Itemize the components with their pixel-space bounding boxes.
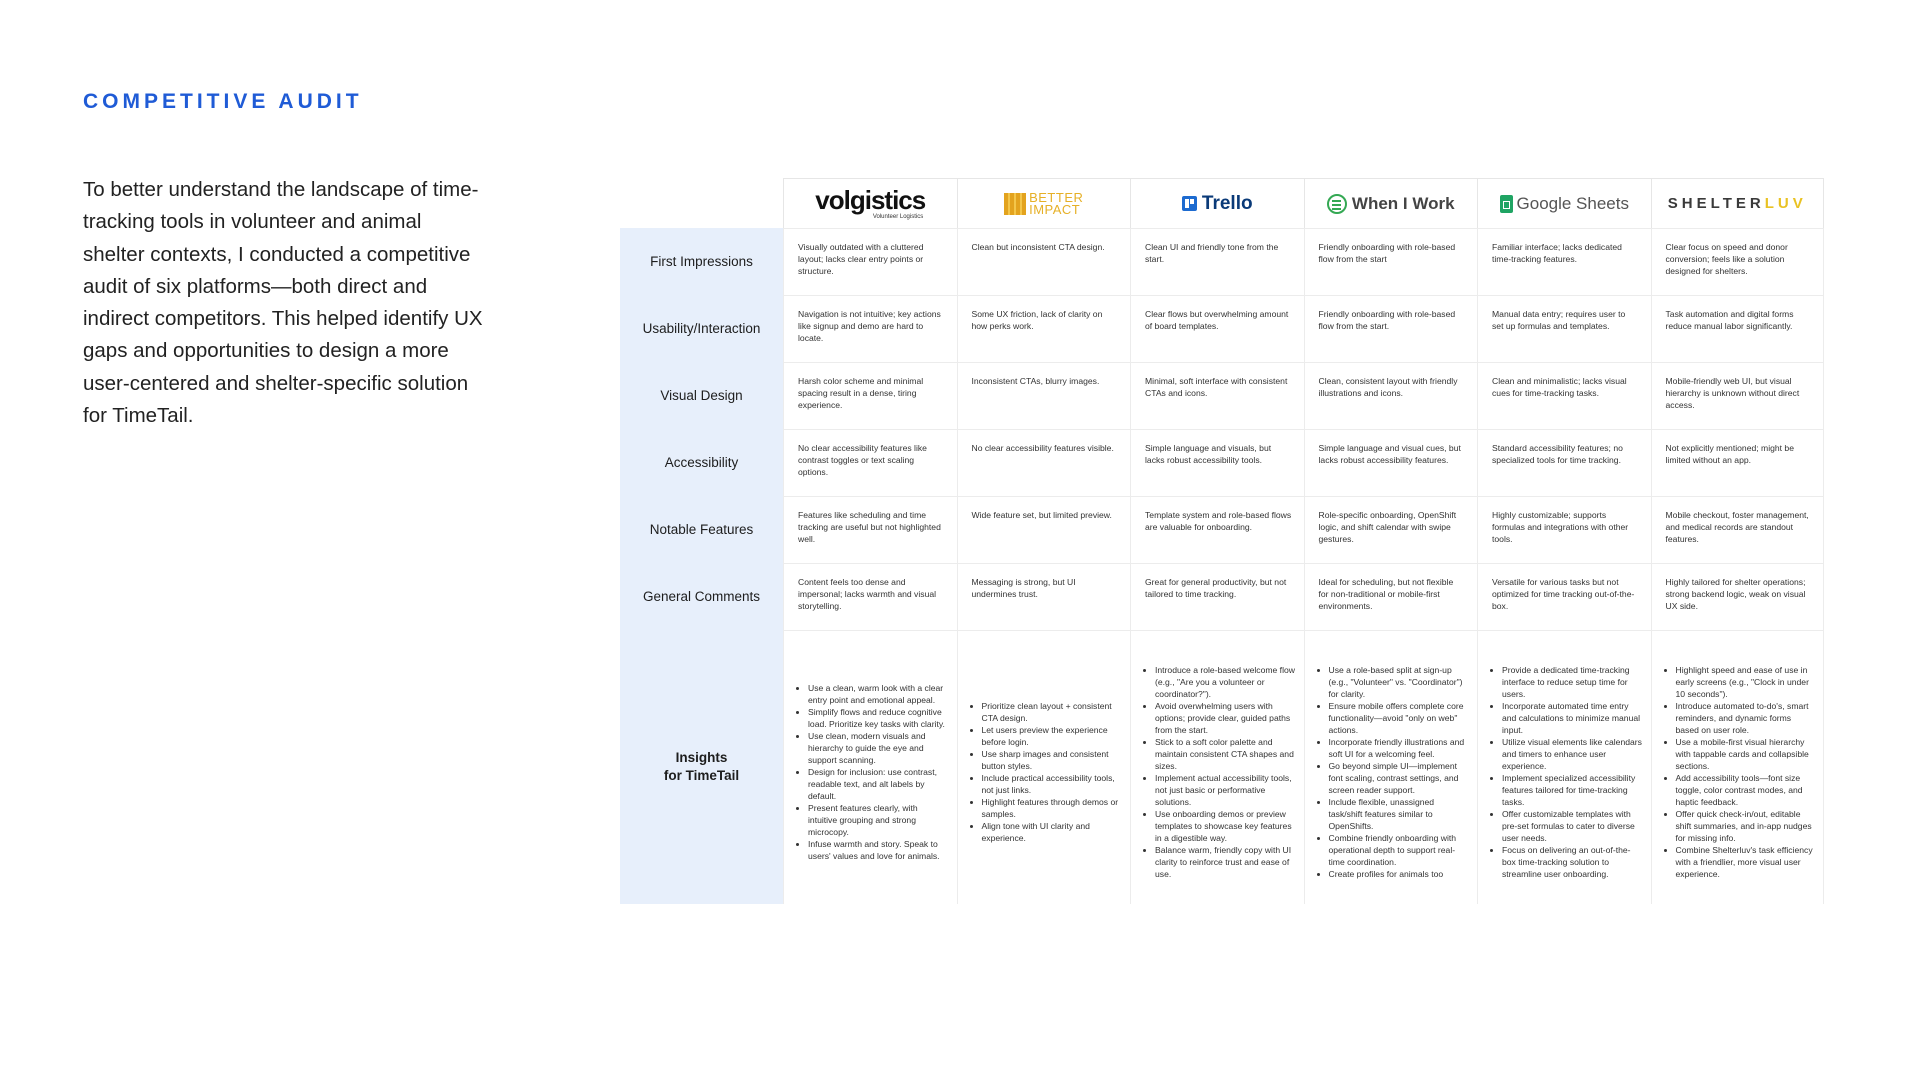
row-label-accessibility: Accessibility (664, 455, 739, 470)
insight-item: • Simplify flows and reduce cognitive load. Prioritize key tasks with clarity. (808, 706, 949, 730)
better-impact-mark-icon (1004, 193, 1026, 215)
insight-item: • Stick to a soft color palette and maintain consistent CTA shapes and sizes. (1155, 736, 1296, 772)
insight-item: • Prioritize clean layout + consistent CTA design. (982, 700, 1123, 724)
insight-item: • Add accessibility tools—font size toggle, color contrast modes, and haptic feedback. (1676, 772, 1816, 808)
insight-item: • Avoid overwhelming users with options; provide clear, guided paths from the start. (1155, 700, 1296, 736)
google-sheets-icon (1500, 195, 1513, 213)
audit-cell: Simple language and visuals, but lacks robust accessibility tools. (1130, 429, 1304, 496)
trello-wordmark: Trello (1201, 192, 1253, 214)
insight-cell (1304, 630, 1478, 904)
insight-item: • Highlight features through demos or samples. (982, 796, 1123, 820)
insight-item: • Incorporate friendly illustrations and soft UI for a welcoming feel. (1329, 736, 1470, 760)
audit-cell: Content feels too dense and impersonal; lacks warmth and visual storytelling. (783, 563, 957, 630)
audit-cell: No clear accessibility features visible. (957, 429, 1131, 496)
google-sheets-wordmark: Google Sheets (1516, 193, 1629, 213)
audit-cell: Highly customizable; supports formulas and integrations with other tools. (1477, 496, 1651, 563)
audit-cell: Harsh color scheme and minimal spacing result in a dense, tiring experience. (783, 362, 957, 429)
volgistics-logo (815, 187, 925, 220)
insight-item: • Align tone with UI clarity and experience. (982, 820, 1123, 844)
insight-item: • Use a role-based split at sign-up (e.g., "Volunteer" vs. "Coordinator") for clarity. (1329, 664, 1470, 700)
insight-item: • Use onboarding demos or preview templates to showcase key features in a digestible way. (1155, 808, 1296, 844)
audit-cell: Friendly onboarding with role-based flow from the start (1304, 228, 1478, 295)
insight-cell (783, 630, 957, 904)
intro-paragraph: To better understand the landscape of time-tracking tools in volunteer and animal shelter contexts, I conducted a competitive audit of six platforms—both direct and indirect competitors. This helped identify UX gaps and opportunities to design a more user-centered and shelter-specific solution for TimeTail. (83, 178, 483, 428)
row-label-usability: Usability/Interaction (642, 321, 761, 336)
insight-list (798, 682, 949, 862)
audit-cell: Manual data entry; requires user to set up formulas and templates. (1477, 295, 1651, 362)
insight-item: • Go beyond simple UI—implement font scaling, contrast settings, and screen reader support. (1329, 760, 1470, 796)
insight-item: • Provide a dedicated time-tracking interface to reduce setup time for users. (1502, 664, 1643, 700)
audit-cell: Role-specific onboarding, OpenShift logic, and shift calendar with swipe gestures. (1304, 496, 1478, 563)
insights-label-line1: Insights (675, 750, 728, 765)
insight-list (1319, 664, 1470, 880)
insight-item: • Introduce a role-based welcome flow (e.g., "Are you a volunteer or coordinator?"). (1155, 664, 1296, 700)
audit-cell: Visually outdated with a cluttered layout; lacks clear entry points or structure. (783, 228, 957, 295)
insight-item: • Introduce automated to-do's, smart reminders, and dynamic forms based on user role. (1676, 700, 1816, 736)
audit-cell: Highly tailored for shelter operations; strong backend logic, weak on visual UX side. (1651, 563, 1825, 630)
audit-cell: Clean but inconsistent CTA design. (957, 228, 1131, 295)
audit-cell: Friendly onboarding with role-based flow from the start. (1304, 295, 1478, 362)
audit-grid (783, 228, 1824, 904)
audit-cell: Clear focus on speed and donor conversion; feels like a solution designed for shelters. (1651, 228, 1825, 295)
volgistics-wordmark: volgistics (815, 185, 926, 215)
insight-item: • Present features clearly, with intuitive grouping and strong microcopy. (808, 802, 949, 838)
better-impact-line1: BETTER (1029, 189, 1084, 205)
trello-board-icon (1182, 196, 1197, 211)
insight-list (972, 700, 1123, 844)
logo-cell-better-impact (957, 178, 1131, 228)
section-heading: COMPETITIVE AUDIT (83, 90, 363, 113)
insight-list (1666, 664, 1816, 880)
better-impact-line2: IMPACT (1029, 201, 1081, 217)
audit-cell: Clear flows but overwhelming amount of board templates. (1130, 295, 1304, 362)
logo-cell-when-i-work (1304, 178, 1478, 228)
competitive-audit-table (620, 178, 1825, 904)
audit-cell: Versatile for various tasks but not optimized for time tracking out-of-the-box. (1477, 563, 1651, 630)
insight-item: • Focus on delivering an out-of-the-box time-tracking solution to streamline user onboarding. (1502, 844, 1643, 880)
insight-item: • Create profiles for animals too (1329, 868, 1470, 880)
row-label-notable-features: Notable Features (649, 522, 754, 537)
audit-cell: Great for general productivity, but not tailored to time tracking. (1130, 563, 1304, 630)
when-i-work-logo (1327, 194, 1455, 214)
insight-item: • Use clean, modern visuals and hierarchy to guide the eye and support scanning. (808, 730, 949, 766)
audit-cell: Mobile-friendly web UI, but visual hierarchy is unknown without direct access. (1651, 362, 1825, 429)
row-label-insights (620, 630, 783, 904)
audit-cell: Clean and minimalistic; lacks visual cues for time-tracking tasks. (1477, 362, 1651, 429)
audit-cell: Simple language and visual cues, but lacks robust accessibility features. (1304, 429, 1478, 496)
insight-item: • Balance warm, friendly copy with UI clarity to reinforce trust and ease of use. (1155, 844, 1296, 880)
better-impact-logo (1004, 189, 1084, 217)
audit-cell: Template system and role-based flows are valuable for onboarding. (1130, 496, 1304, 563)
audit-cell: Some UX friction, lack of clarity on how perks work. (957, 295, 1131, 362)
insight-item: • Use a clean, warm look with a clear entry point and emotional appeal. (808, 682, 949, 706)
logo-cell-google-sheets (1477, 178, 1651, 228)
insight-list (1145, 664, 1296, 880)
logo-cell-shelterluv (1651, 178, 1825, 228)
insights-label-line2: for TimeTail (663, 768, 740, 783)
insight-cell (1130, 630, 1304, 904)
insight-item: • Include flexible, unassigned task/shift features similar to OpenShifts. (1329, 796, 1470, 832)
logo-cell-trello (1130, 178, 1304, 228)
audit-cell: Ideal for scheduling, but not flexible for non-traditional or mobile-first environments. (1304, 563, 1478, 630)
shelterluv-wordmark-part1: SHELTER (1667, 195, 1765, 212)
audit-cell: Task automation and digital forms reduce manual labor significantly. (1651, 295, 1825, 362)
insight-cell (1477, 630, 1651, 904)
insight-item: • Utilize visual elements like calendars and timers to enhance user experience. (1502, 736, 1643, 772)
audit-cell: Wide feature set, but limited preview. (957, 496, 1131, 563)
when-i-work-wordmark: When I Work (1351, 193, 1455, 213)
row-label-first-impressions: First Impressions (650, 254, 753, 269)
insight-cell (957, 630, 1131, 904)
audit-cell: Features like scheduling and time tracking are useful but not highlighted well. (783, 496, 957, 563)
competitor-logo-row (783, 178, 1824, 228)
shelterluv-wordmark-part2: LUV (1764, 195, 1807, 212)
audit-cell: Standard accessibility features; no specialized tools for time tracking. (1477, 429, 1651, 496)
google-sheets-logo (1500, 194, 1629, 214)
audit-cell: No clear accessibility features like contrast toggles or text scaling options. (783, 429, 957, 496)
audit-cell: Inconsistent CTAs, blurry images. (957, 362, 1131, 429)
insight-item: • Design for inclusion: use contrast, readable text, and alt labels by default. (808, 766, 949, 802)
insight-list (1492, 664, 1643, 880)
insight-item: • Offer quick check-in/out, editable shift summaries, and in-app nudges for missing info. (1676, 808, 1816, 844)
logo-cell-volgistics (783, 178, 957, 228)
audit-cell: Navigation is not intuitive; key actions like signup and demo are hard to locate. (783, 295, 957, 362)
insight-item: • Use a mobile-first visual hierarchy with tappable cards and collapsible sections. (1676, 736, 1816, 772)
insight-item: • Let users preview the experience before login. (982, 724, 1123, 748)
insight-item: • Include practical accessibility tools, not just links. (982, 772, 1123, 796)
audit-cell: Clean UI and friendly tone from the start. (1130, 228, 1304, 295)
audit-cell: Minimal, soft interface with consistent CTAs and icons. (1130, 362, 1304, 429)
insight-item: • Combine Shelterluv's task efficiency with a friendlier, more visual user experience. (1676, 844, 1816, 880)
insight-item: • Incorporate automated time entry and calculations to minimize manual input. (1502, 700, 1643, 736)
audit-cell: Messaging is strong, but UI undermines trust. (957, 563, 1131, 630)
row-label-visual-design: Visual Design (660, 388, 743, 403)
shelterluv-logo (1668, 195, 1807, 212)
insight-item: • Implement specialized accessibility features tailored for time-tracking tasks. (1502, 772, 1643, 808)
when-i-work-list-icon (1327, 194, 1347, 214)
insight-item: • Highlight speed and ease of use in early screens (e.g., "Clock in under 10 seconds"). (1676, 664, 1816, 700)
insight-item: • Combine friendly onboarding with operational depth to support real-time coordination. (1329, 832, 1470, 868)
insight-item: • Implement actual accessibility tools, not just basic or performative solutions. (1155, 772, 1296, 808)
audit-cell: Familiar interface; lacks dedicated time-tracking features. (1477, 228, 1651, 295)
insight-item: • Infuse warmth and story. Speak to users' values and love for animals. (808, 838, 949, 862)
trello-logo (1182, 193, 1253, 215)
volgistics-tagline: Volunteer Logistics (872, 214, 924, 220)
insight-item: • Ensure mobile offers complete core functionality—avoid "only on web" actions. (1329, 700, 1470, 736)
audit-cell: Clean, consistent layout with friendly illustrations and icons. (1304, 362, 1478, 429)
criteria-column (620, 228, 783, 904)
audit-cell: Mobile checkout, foster management, and medical records are standout features. (1651, 496, 1825, 563)
insight-cell (1651, 630, 1825, 904)
insight-item: • Use sharp images and consistent button styles. (982, 748, 1123, 772)
audit-cell: Not explicitly mentioned; might be limited without an app. (1651, 429, 1825, 496)
row-label-general-comments: General Comments (642, 589, 761, 604)
insight-item: • Offer customizable templates with pre-set formulas to cater to diverse user needs. (1502, 808, 1643, 844)
